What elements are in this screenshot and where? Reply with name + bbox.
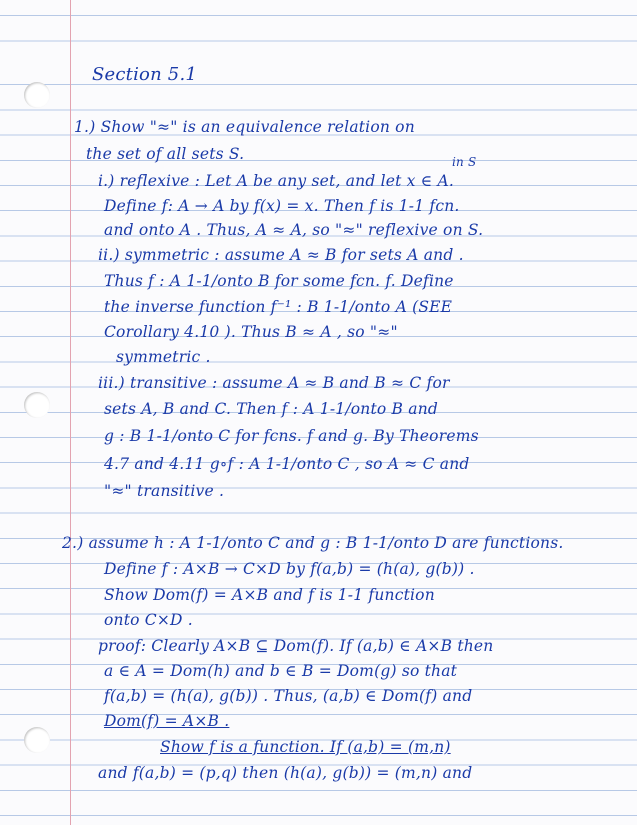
- handwritten-line: [0, 298, 637, 322]
- handwritten-line: [0, 246, 637, 270]
- handwritten-line: [0, 348, 637, 372]
- line-text: Show f is a function. If (a,b) = (m,n): [160, 738, 451, 756]
- handwritten-line: [0, 374, 637, 398]
- line-text: symmetric .: [116, 348, 211, 366]
- handwritten-line: [0, 118, 637, 142]
- handwritten-line: [0, 637, 637, 661]
- line-text: 1.) Show "≈" is an equivalence relation on: [74, 118, 415, 136]
- section-title-line: [0, 64, 637, 88]
- handwritten-line: [0, 738, 637, 762]
- line-text: the inverse function f⁻¹ : B 1-1/onto A (SEE: [104, 298, 453, 316]
- line-text: f(a,b) = (h(a), g(b)) . Thus, (a,b) ∈ Dom(f) and: [104, 687, 473, 705]
- line-text: proof: Clearly A×B ⊆ Dom(f). If (a,b) ∈ A×B then: [98, 637, 494, 655]
- line-text: g : B 1-1/onto C for fcns. f and g. By Theorems: [104, 427, 479, 445]
- handwritten-line: [0, 272, 637, 296]
- line-text: Show Dom(f) = A×B and f is 1-1 function: [104, 586, 435, 604]
- handwritten-line: [0, 172, 637, 196]
- handwritten-line: [0, 455, 637, 479]
- line-text: 4.7 and 4.11 g∘f : A 1-1/onto C , so A ≈ C and: [104, 455, 470, 473]
- handwritten-line: [0, 534, 637, 558]
- handwritten-line: [0, 400, 637, 424]
- handwritten-line: [0, 221, 637, 245]
- line-text: i.) reflexive : Let A be any set, and let x ∈ A.: [98, 172, 455, 190]
- line-text: and onto A . Thus, A ≈ A, so "≈" reflexive on S.: [104, 221, 484, 239]
- line-text: in S: [452, 155, 477, 169]
- section-title: Section 5.1: [92, 64, 198, 85]
- line-text: onto C×D .: [104, 611, 193, 629]
- handwritten-line: [0, 482, 637, 506]
- line-text: Dom(f) = A×B .: [104, 712, 230, 730]
- handwritten-line: [0, 197, 637, 221]
- line-text: Thus f : A 1-1/onto B for some fcn. f. Define: [104, 272, 454, 290]
- line-text: Corollary 4.10 ). Thus B ≈ A , so "≈": [104, 323, 398, 341]
- handwritten-line: [0, 662, 637, 686]
- line-text: ii.) symmetric : assume A ≈ B for sets A and .: [98, 246, 464, 264]
- handwritten-line: [0, 687, 637, 711]
- line-text: and f(a,b) = (p,q) then (h(a), g(b)) = (m,n) and: [98, 764, 473, 782]
- line-text: a ∈ A = Dom(h) and b ∈ B = Dom(g) so that: [104, 662, 458, 680]
- line-text: Define f : A×B → C×D by f(a,b) = (h(a), g(b)) .: [104, 560, 475, 578]
- line-text: 2.) assume h : A 1-1/onto C and g : B 1-1/onto D are functions.: [62, 534, 564, 552]
- line-text: "≈" transitive .: [104, 482, 225, 500]
- line-text: sets A, B and C. Then f : A 1-1/onto B and: [104, 400, 439, 418]
- handwritten-line: [0, 560, 637, 584]
- handwritten-line: [0, 323, 637, 347]
- handwritten-line: [0, 764, 637, 788]
- line-text: the set of all sets S.: [86, 145, 245, 163]
- handwritten-line: [0, 712, 637, 736]
- line-text: iii.) transitive : assume A ≈ B and B ≈ C for: [98, 374, 450, 392]
- handwritten-line: [0, 427, 637, 451]
- line-text: Define f: A → A by f(x) = x. Then f is 1-1 fcn.: [104, 197, 460, 215]
- handwritten-line: [0, 611, 637, 635]
- handwritten-line: [0, 586, 637, 610]
